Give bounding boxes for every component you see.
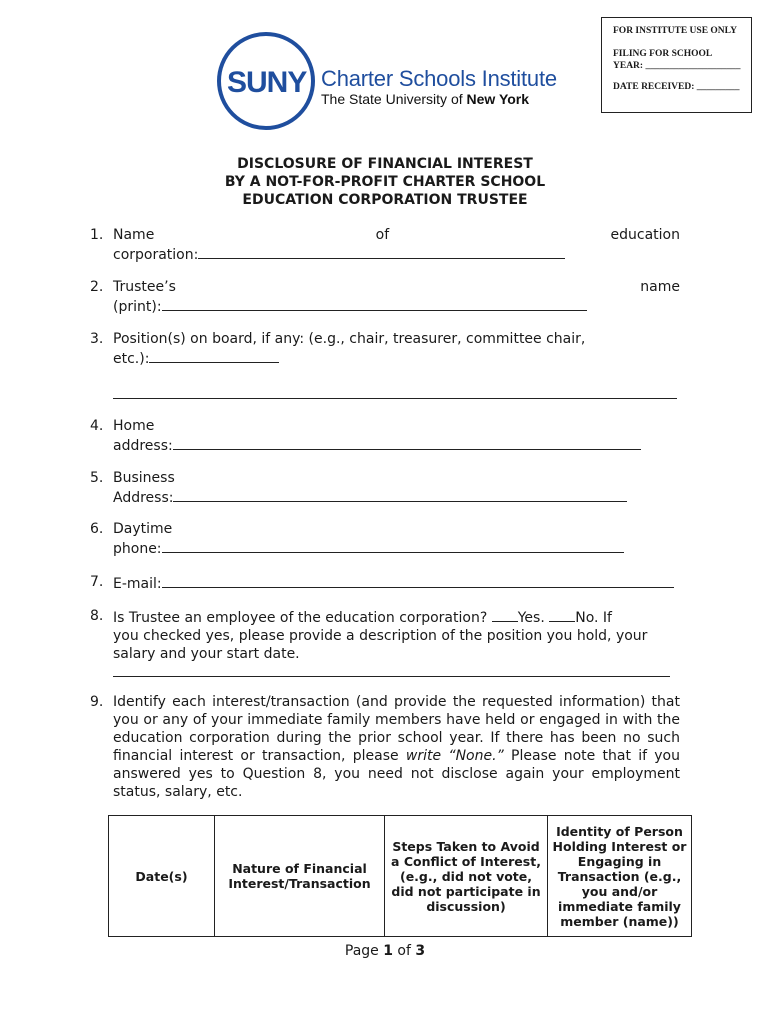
daytime-phone-field[interactable] [162,538,624,553]
position-extra-line[interactable] [113,398,677,399]
question-number: 9. [90,694,104,710]
question-text: corporation: [113,247,199,263]
question-9 [90,693,680,801]
no-blank[interactable] [549,607,575,622]
question-6 [90,520,680,558]
trustee-name-field[interactable] [162,296,587,311]
table-header-row [109,816,692,937]
document-title [0,155,770,209]
question-3 [90,330,680,368]
header-identity: Identity of Person Holding Interest or Engaging in Transaction (e.g., you and/or immediate family member (name)) [548,816,692,937]
question-number: 1. [90,227,104,243]
question-4 [90,417,680,455]
question-number: 4. [90,418,104,434]
question-text: name [640,279,680,295]
logo-subtitle: The State University of New York [321,91,530,107]
page-footer: Page 1 of 3 [344,943,426,959]
suny-logo [217,32,577,132]
business-address-field[interactable] [173,487,627,502]
interest-table [108,815,692,937]
question-text: Is Trustee an employee of the education corporation? [113,610,488,626]
date-received-field: DATE RECEIVED: _________ [613,82,740,92]
question-text: etc.): [113,351,150,367]
logo-title: Charter Schools Institute [321,66,557,91]
question-text: Position(s) on board, if any: (e.g., chair, treasurer, committee chair, [113,331,586,347]
question-7 [90,573,680,593]
filing-year-field: YEAR: ____________________ [613,61,741,71]
question-text: E-mail: [113,576,162,592]
question-number: 3. [90,331,104,347]
yes-label: Yes. [517,610,545,626]
question-text: phone: [113,541,162,557]
question-8 [90,607,680,663]
no-label: No. If [575,610,612,626]
question-text: Daytime [113,521,173,537]
question-1 [90,226,680,264]
question-text: education [610,227,680,243]
title-line-2: BY A NOT-FOR-PROFIT CHARTER SCHOOL [224,174,546,190]
corporation-name-field[interactable] [198,244,565,259]
title-line-3: EDUCATION CORPORATION TRUSTEE [242,192,528,208]
question-text: Business [113,470,175,486]
question-2 [90,278,680,316]
email-field[interactable] [162,573,674,588]
question-text: Trustee’s [113,279,176,295]
question-number: 6. [90,521,104,537]
position-field[interactable] [149,348,279,363]
question-number: 7. [90,574,104,590]
question-5 [90,469,680,507]
question-text: Home [113,418,155,434]
question-text: you checked yes, please provide a description of the position you hold, your [113,628,648,644]
institute-use-label: FOR INSTITUTE USE ONLY [613,26,737,36]
yes-blank[interactable] [492,607,518,622]
question-text: (print): [113,299,162,315]
question-text: Name [113,227,155,243]
question-text: Address: [113,490,174,506]
employment-description-line[interactable] [113,676,670,677]
header-dates: Date(s) [109,816,215,937]
title-line-1: DISCLOSURE OF FINANCIAL INTEREST [237,156,533,172]
question-text: Identify each interest/transaction (and provide the requested information) that you or any of your immediate family members have held or engaged in with the education corporation during the prior school year. If there has been no such financial interest or transaction, please write “None.” Please note that if you answered yes to Question 8, you need not disclose again your employment status, salary, etc. [113,694,680,800]
filing-year-label: FILING FOR SCHOOL [613,49,713,59]
header-steps: Steps Taken to Avoid a Conflict of Interest, (e.g., did not vote, did not participate in discussion) [385,816,548,937]
logo-mark: SUNY [227,66,307,99]
home-address-field[interactable] [173,435,641,450]
question-text: salary and your start date. [113,646,300,662]
question-number: 5. [90,470,104,486]
question-number: 8. [90,608,104,624]
question-number: 2. [90,279,104,295]
question-text: address: [113,438,173,454]
header-nature: Nature of Financial Interest/Transaction [215,816,385,937]
institute-use-box [601,17,752,113]
question-text: of [375,227,390,243]
